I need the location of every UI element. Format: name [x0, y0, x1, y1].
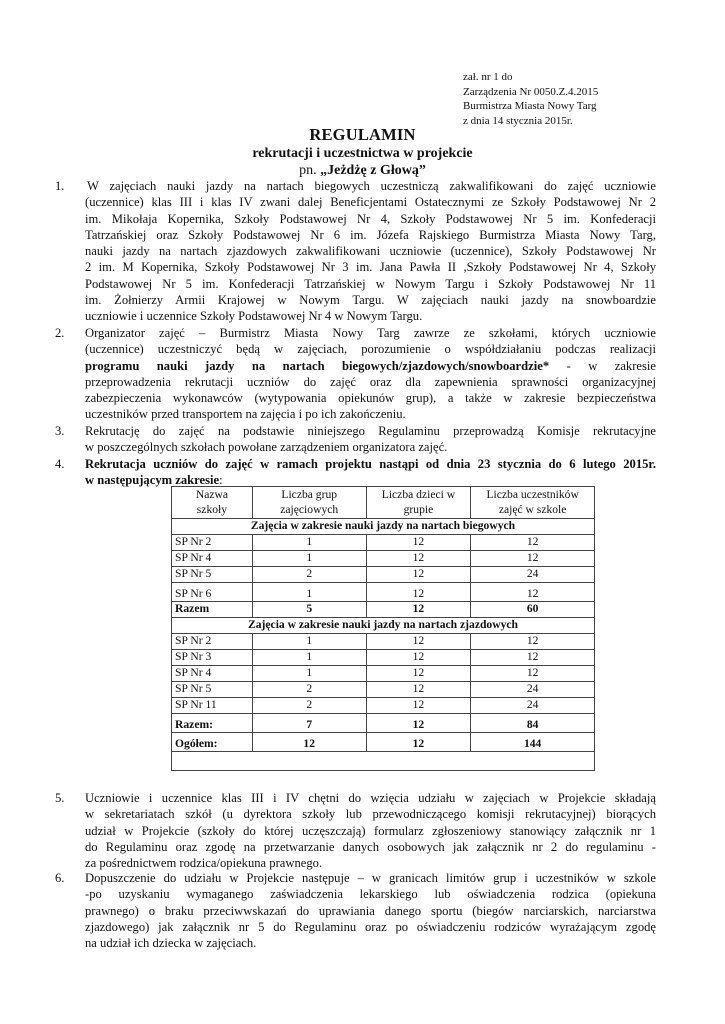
cell: 1	[252, 583, 366, 602]
annex-line: Zarządzenia Nr 0050.Z.4.2015	[463, 85, 599, 98]
section-row	[172, 519, 595, 535]
item-line: Dopuszczenie do udziału w Projekcie następuje – w granicach limitów grup i uczestników w szkole	[85, 871, 656, 885]
cell: 144	[471, 733, 595, 752]
recruitment-table	[171, 486, 595, 771]
item-line: (uczennice) klas III i klas IV zwani dalej Beneficjentami Ostatecznymi ze Szkoły Podstawowej Nr 2	[85, 195, 656, 210]
cell: 1	[252, 551, 366, 567]
item-line: Uczniowie i uczennice klas III i IV chętni do wzięcia udziału w zajęciach w Projekcie składają	[85, 791, 656, 805]
table-header-row	[172, 487, 595, 519]
item-line-tail: :	[219, 473, 223, 488]
item-line: do Regulaminu oraz zgodę na przetwarzanie danych osobowych jak załącznik nr 2 do regulaminu -	[85, 839, 656, 854]
item-line: zabezpieczenia wykonawców (wytypowania opiekunów grup), a także w zakresie bezpieczeństwa	[85, 391, 656, 406]
cell: SP Nr 4	[172, 551, 253, 567]
item-number: 3.	[55, 424, 65, 438]
item-line: prawnego) o braku przeciwwskazań do uprawiania danego sportu (biegów narciarskich, narciarstwa	[85, 903, 656, 918]
cell: 12	[471, 634, 595, 650]
cell: 1	[252, 650, 366, 666]
table-row	[172, 583, 595, 602]
cell: 60	[471, 602, 595, 618]
table-row	[172, 551, 595, 567]
cell: 5	[252, 602, 366, 618]
item-line: Rekrutację do zajęć na podstawie niniejszego Regulaminu przeprowadzą Komisje rekrutacyjne	[85, 424, 656, 438]
header-cell: Liczba dzieci w grupie	[366, 487, 471, 519]
item-line: Podstawowej Nr 5 im. Konfederacji Tatrzańskiej w Nowym Targu i Szkoły Podstawowej Nr 11	[85, 276, 656, 291]
header-cell: Liczba grup zajęciowych	[252, 487, 366, 519]
item-5	[55, 790, 656, 871]
cell: SP Nr 3	[172, 650, 253, 666]
grand-total-row	[172, 733, 595, 752]
cell: 84	[471, 714, 595, 733]
cell: 12	[471, 666, 595, 682]
program-rest: - w zakresie	[549, 358, 656, 373]
item-2	[55, 325, 656, 423]
cell: 12	[366, 551, 471, 567]
item-line: zjazdowego) jak załącznik nr 5 do Regulaminu oraz po oświadczeniu rodziców wyrażającym zgodę	[85, 919, 656, 934]
item-line: im. Mikołaja Kopernika, Szkoły Podstawowej Nr 4, Szkoły Podstawowej Nr 5 im. Konfederacji	[85, 211, 656, 226]
cell: SP Nr 5	[172, 567, 253, 583]
document-title: REGULAMIN	[309, 125, 416, 144]
item-line: Tatrzańskiej oraz Szkoły Podstawowej Nr 6 im. Józefa Rajskiego Burmistrza Miasta Nowy Targ,	[85, 227, 656, 242]
project-name: „Jeżdżę z Głową”	[320, 163, 426, 178]
item-number: 1.	[55, 179, 65, 193]
table-row	[172, 650, 595, 666]
item-line: nauki jazdy na nartach zjazdowych zakwalifikowani uczniowie (uczennice), Szkoły Podstawowej Nr	[85, 244, 656, 259]
project-prefix: pn.	[299, 163, 321, 178]
cell: 12	[366, 698, 471, 714]
cell: SP Nr 2	[172, 535, 253, 551]
cell: 12	[366, 682, 471, 698]
cell: 1	[252, 634, 366, 650]
total-row	[172, 602, 595, 618]
item-line: uczniowie i uczennice Szkoły Podstawowej Nr 4 w Nowym Targu.	[85, 309, 423, 324]
cell: SP Nr 2	[172, 634, 253, 650]
annex-line: z dnia 14 stycznia 2015r.	[463, 114, 573, 127]
item-line: -po uzyskaniu wymaganego zaświadczenia lekarskiego lub oświadczenia rodzica (opiekuna	[85, 887, 656, 902]
item-number: 6.	[55, 871, 65, 885]
cell: 12	[366, 650, 471, 666]
cell: SP Nr 6	[172, 583, 253, 602]
item-line: Organizator zajęć – Burmistrz Miasta Nowy Targ zawrze ze szkołami, których uczniowie	[85, 326, 656, 340]
cell: 2	[252, 567, 366, 583]
table-row	[172, 567, 595, 583]
section-title: Zajęcia w zakresie nauki jazdy na nartach biegowych	[172, 519, 595, 535]
cell: SP Nr 11	[172, 698, 253, 714]
header-cell: Nazwa szkoły	[172, 487, 253, 519]
header-cell: Liczba uczestników zajęć w szkole	[471, 487, 595, 519]
cell: 1	[252, 535, 366, 551]
cell: 12	[366, 714, 471, 733]
cell: Razem:	[172, 714, 253, 733]
section-row	[172, 618, 595, 634]
item-line: udział w Projekcie (szkoły do której uczęszczają) formularz zgłoszeniowy stanowiący załącznik nr 1	[85, 823, 656, 838]
cell: 2	[252, 682, 366, 698]
empty-cell	[172, 752, 595, 771]
annex-line: Burmistrza Miasta Nowy Targ	[463, 100, 597, 112]
cell: 24	[471, 682, 595, 698]
cell: Razem	[172, 602, 253, 618]
cell: 12	[471, 583, 595, 602]
program-name: programu nauki jazdy na nartach biegowych/zjazdowych/snowboardzie*	[85, 358, 550, 373]
document-subtitle: rekrutacji i uczestnictwa w projekcie	[252, 146, 473, 161]
item-line: przeprowadzenia rekrutacji uczniów do zajęć oraz dla zapewnienia sprawności organizacyjnej	[85, 374, 656, 389]
item-line: 2 im. M Kopernika, Szkoły Podstawowej Nr 3 im. Jana Pawła II ,Szkoły Podstawowej Nr 4, Szkoły	[85, 260, 656, 275]
annex-note	[463, 70, 598, 128]
item-6	[55, 870, 656, 951]
item-3	[55, 423, 656, 456]
cell: 12	[366, 567, 471, 583]
cell: 12	[366, 733, 471, 752]
cell: SP Nr 4	[172, 666, 253, 682]
item-line: uczestników przed transportem na zajęcia i po ich zakończeniu.	[85, 407, 406, 422]
cell: 12	[252, 733, 366, 752]
item-1	[55, 178, 656, 325]
cell: 12	[366, 583, 471, 602]
cell: 12	[471, 535, 595, 551]
table-row	[172, 682, 595, 698]
cell: 12	[366, 602, 471, 618]
item-line: w poszczególnych szkołach powołane zarządzeniem organizatora zajęć.	[85, 440, 448, 455]
item-line-bold: w następującym zakresie	[85, 473, 220, 488]
item-4	[55, 456, 656, 489]
section-title: Zajęcia w zakresie nauki jazdy na nartach zjazdowych	[172, 618, 595, 634]
table-row	[172, 698, 595, 714]
item-number: 2.	[55, 326, 65, 340]
item-line: W zajęciach nauki jazdy na nartach biegowych uczestniczą zakwalifikowani do zajęć uczniowie	[87, 179, 656, 193]
table-row	[172, 535, 595, 551]
cell: SP Nr 5	[172, 682, 253, 698]
table-row	[172, 634, 595, 650]
total-row	[172, 714, 595, 733]
annex-line: zał. nr 1 do	[463, 71, 513, 83]
project-name-line	[0, 163, 725, 179]
item-line: w sekretariatach szkół (u dyrektora szkoły lub przewodniczącego komisji rekrutacyjnej) biorących	[85, 807, 656, 822]
item-line-emphasis	[85, 358, 656, 374]
cell: Ogółem:	[172, 733, 253, 752]
table-row	[172, 666, 595, 682]
cell: 24	[471, 567, 595, 583]
cell: 12	[471, 650, 595, 666]
cell: 1	[252, 666, 366, 682]
cell: 2	[252, 698, 366, 714]
cell: 7	[252, 714, 366, 733]
cell: 12	[366, 666, 471, 682]
item-line: za pośrednictwem rodzica/opiekuna prawnego.	[85, 856, 323, 871]
item-line: (uczennice) uczestniczyć będą w zajęciach, porozumienie o współdziałaniu podczas realizacji	[85, 342, 656, 357]
item-number: 5.	[55, 791, 65, 805]
cell: 12	[471, 551, 595, 567]
item-number: 4.	[55, 457, 65, 471]
item-line: na udział ich dziecka w zajęciach.	[85, 936, 257, 951]
item-line: im. Żołnierzy Armii Krajowej w Nowym Targu. W zajęciach nauki jazdy na snowboardzie	[85, 293, 656, 308]
empty-row	[172, 752, 595, 771]
item-line: Rekrutacja uczniów do zajęć w ramach projektu nastąpi od dnia 23 stycznia do 6 lutego 2015r.	[85, 457, 656, 471]
cell: 12	[366, 634, 471, 650]
cell: 24	[471, 698, 595, 714]
cell: 12	[366, 535, 471, 551]
